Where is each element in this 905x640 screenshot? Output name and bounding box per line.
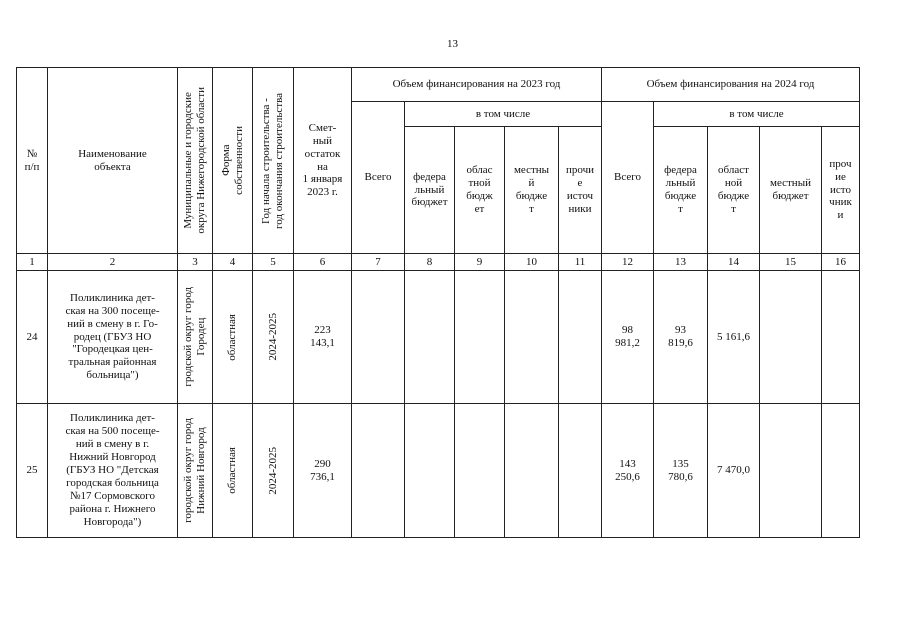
- row-regional-2023: [455, 271, 505, 404]
- row-federal-2024: 135 780,6: [654, 404, 708, 538]
- row-regional-2024: 7 470,0: [708, 404, 760, 538]
- row-ownership-text: областная: [226, 447, 239, 494]
- row-estimate: 290 736,1: [294, 404, 352, 538]
- financing-table: [16, 67, 860, 538]
- row-total-2024: 98 981,2: [602, 271, 654, 404]
- row-num: 25: [17, 404, 48, 538]
- header-row-1: [17, 68, 860, 102]
- column-number: 1: [17, 254, 48, 271]
- header-regional-2023: облас тной бюдж ет: [455, 127, 505, 254]
- header-years-text: Год начала строительства - год окончания строительства: [260, 92, 285, 229]
- header-including-2023: в том числе: [405, 102, 602, 127]
- header-federal-2024: федера льный бюдже т: [654, 127, 708, 254]
- header-municipality: [178, 68, 213, 254]
- column-number-row: [17, 254, 860, 271]
- row-regional-2023: [455, 404, 505, 538]
- row-num: 24: [17, 271, 48, 404]
- column-number: 16: [822, 254, 860, 271]
- header-fin-2024: Объем финансирования на 2024 год: [602, 68, 860, 102]
- column-number: 5: [253, 254, 294, 271]
- row-local-2024: [760, 271, 822, 404]
- row-years-text: 2024-2025: [266, 446, 279, 495]
- row-object-name: Поликлиника дет- ская на 500 посеще- ний в смену в г. Нижний Новгород (ГБУЗ НО "Детская городская больница №17 Сормовского района г. Нижнего Новгорода"): [48, 404, 178, 538]
- header-other-2024: проч ие исто чник и: [822, 127, 860, 254]
- column-number: 7: [352, 254, 405, 271]
- row-ownership: [213, 271, 253, 404]
- row-municipality: [178, 271, 213, 404]
- column-number: 13: [654, 254, 708, 271]
- row-federal-2023: [405, 271, 455, 404]
- row-years: [253, 404, 294, 538]
- table-row: [17, 404, 860, 538]
- header-other-2023: прочи е источ ники: [559, 127, 602, 254]
- row-local-2023: [505, 271, 559, 404]
- row-local-2023: [505, 404, 559, 538]
- row-local-2024: [760, 404, 822, 538]
- row-other-2023: [559, 271, 602, 404]
- row-municipality-text: городской округ город Нижний Новгород: [182, 418, 207, 523]
- column-number: 12: [602, 254, 654, 271]
- header-years: [253, 68, 294, 254]
- table-row: [17, 271, 860, 404]
- row-other-2024: [822, 404, 860, 538]
- row-object-name: Поликлиника дет- ская на 300 посеще- ний в смену в г. Го- родец (ГБУЗ НО "Городецкая цен- тральная районная больница"): [48, 271, 178, 404]
- column-number: 9: [455, 254, 505, 271]
- row-estimate: 223 143,1: [294, 271, 352, 404]
- header-including-2024: в том числе: [654, 102, 860, 127]
- row-other-2023: [559, 404, 602, 538]
- row-total-2023: [352, 404, 405, 538]
- header-regional-2024: област ной бюдже т: [708, 127, 760, 254]
- header-municipality-text: Муниципальные и городские округа Нижегородской области: [182, 87, 207, 234]
- column-number: 15: [760, 254, 822, 271]
- row-total-2023: [352, 271, 405, 404]
- column-number: 2: [48, 254, 178, 271]
- header-federal-2023: федера льный бюджет: [405, 127, 455, 254]
- header-ownership-text: Форма собственности: [219, 126, 245, 195]
- header-total-2023: Всего: [352, 102, 405, 254]
- page-number: 13: [447, 38, 458, 50]
- column-number: 14: [708, 254, 760, 271]
- row-regional-2024: 5 161,6: [708, 271, 760, 404]
- column-number: 6: [294, 254, 352, 271]
- row-total-2024: 143 250,6: [602, 404, 654, 538]
- row-years: [253, 271, 294, 404]
- column-number: 4: [213, 254, 253, 271]
- row-federal-2024: 93 819,6: [654, 271, 708, 404]
- header-num: № п/п: [17, 68, 48, 254]
- column-number: 11: [559, 254, 602, 271]
- row-municipality-text: гродской округ город Городец: [182, 287, 207, 387]
- header-fin-2023: Объем финансирования на 2023 год: [352, 68, 602, 102]
- header-estimate: Смет- ный остаток на 1 января 2023 г.: [294, 68, 352, 254]
- row-municipality: [178, 404, 213, 538]
- header-ownership: [213, 68, 253, 254]
- row-years-text: 2024-2025: [266, 313, 279, 361]
- column-number: 8: [405, 254, 455, 271]
- row-ownership-text: областная: [226, 313, 239, 361]
- column-number: 10: [505, 254, 559, 271]
- row-ownership: [213, 404, 253, 538]
- header-local-2023: местны й бюдже т: [505, 127, 559, 254]
- row-federal-2023: [405, 404, 455, 538]
- header-total-2024: Всего: [602, 102, 654, 254]
- header-local-2024: местный бюджет: [760, 127, 822, 254]
- column-number: 3: [178, 254, 213, 271]
- row-other-2024: [822, 271, 860, 404]
- header-object-name: Наименование объекта: [48, 68, 178, 254]
